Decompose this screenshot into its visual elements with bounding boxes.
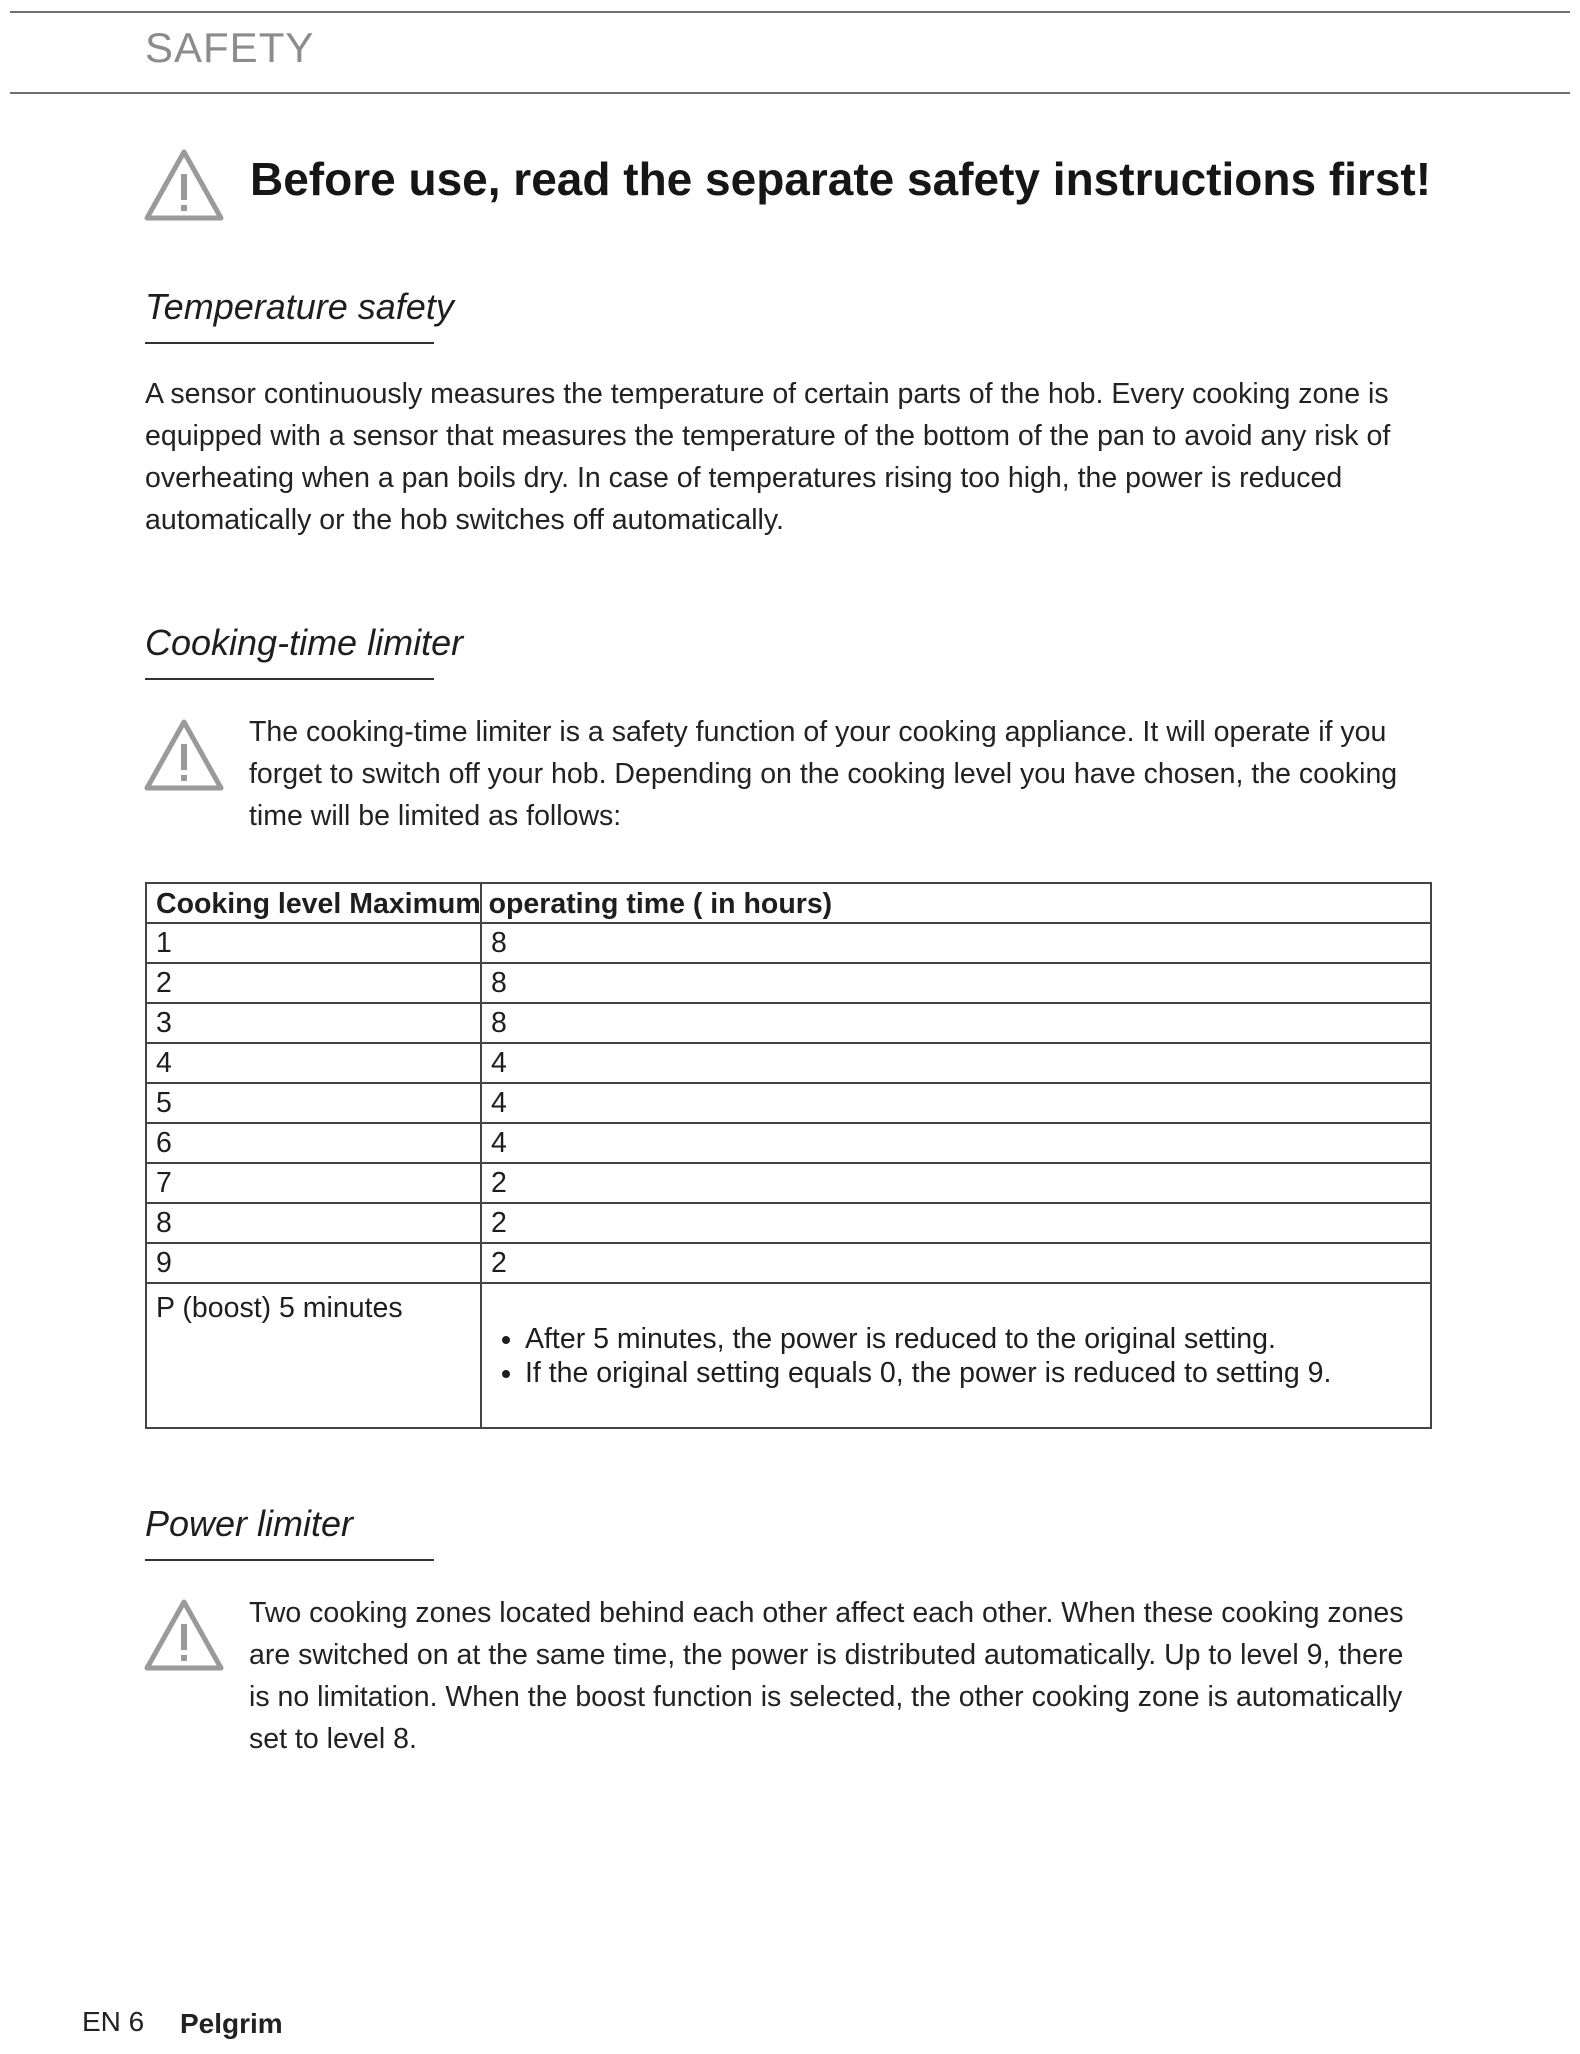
cooking-level-cell: 6: [146, 1123, 481, 1163]
temperature-safety-body: A sensor continuously measures the temperature of certain parts of the hob. Every cooking zone is equipped with a sensor that measures the temperature of the bottom of the pan to avoid any risk of overheating when a pan boils dry. In case of temperatures rising too high, the power is reduced automatically or the hob switches off automatically.: [145, 378, 1391, 536]
operating-time-cell: 2: [481, 1243, 1431, 1283]
operating-time-cell: 4: [481, 1043, 1431, 1083]
operating-time-cell: 2: [481, 1163, 1431, 1203]
operating-time-cell: 2: [481, 1203, 1431, 1243]
main-heading: Before use, read the separate safety instructions first!: [250, 153, 1432, 205]
cooking-time-title-rule: [145, 678, 434, 680]
cooking-level-cell: 1: [146, 923, 481, 963]
cooking-level-cell: 7: [146, 1163, 481, 1203]
brand-logo: Pelgrim: [180, 2008, 283, 2039]
cooking-level-cell: 8: [146, 1203, 481, 1243]
temperature-title-rule: [145, 342, 434, 344]
table-row: [146, 963, 1431, 1003]
table-row: [146, 1003, 1431, 1043]
operating-time-cell: 8: [481, 963, 1431, 1003]
cooking-level-cell: 2: [146, 963, 481, 1003]
boost-level-cell: P (boost) 5 minutes: [146, 1283, 481, 1428]
cooking-time-table: [145, 882, 1432, 1429]
table-row: [146, 1163, 1431, 1203]
table-header-cell: [146, 883, 833, 923]
table-row: [146, 923, 1431, 963]
boost-notes-list: [491, 1322, 1421, 1390]
header-rule: [10, 92, 1570, 94]
table-header: Cooking level Maximum operating time ( in hours): [156, 888, 833, 920]
operating-time-cell: 8: [481, 923, 1431, 963]
cooking-level-cell: 3: [146, 1003, 481, 1043]
power-limiter-body: Two cooking zones located behind each other affect each other. When these cooking zones are switched on at the same time, the power is distributed automatically. Up to level 9, there is no limitation. When the boost function is selected, the other cooking zone is automatically set to level 8.: [249, 1597, 1404, 1755]
operating-time-cell: 4: [481, 1123, 1431, 1163]
page-number: EN 6: [82, 2006, 145, 2037]
table-header-row: [146, 883, 1431, 923]
table-row: [146, 1243, 1431, 1283]
operating-time-cell: 8: [481, 1003, 1431, 1043]
table-header-cell: [481, 883, 1431, 923]
operating-time-cell: 4: [481, 1083, 1431, 1123]
cooking-level-cell: 4: [146, 1043, 481, 1083]
top-rule: [10, 11, 1570, 13]
power-limiter-title-rule: [145, 1559, 434, 1561]
temperature-safety-title: Temperature safety: [145, 286, 454, 327]
table-row: [146, 1043, 1431, 1083]
cooking-time-title: Cooking-time limiter: [145, 622, 464, 663]
boost-note: • If the original setting equals 0, the power is reduced to setting 9.: [525, 1356, 1421, 1390]
warning-triangle-icon: [143, 1598, 225, 1672]
warning-triangle-icon: [143, 148, 225, 222]
table-row: [146, 1123, 1431, 1163]
table-row: [146, 1203, 1431, 1243]
cooking-level-cell: 5: [146, 1083, 481, 1123]
boost-note: • After 5 minutes, the power is reduced to the original setting.: [525, 1322, 1421, 1356]
boost-notes-cell: [481, 1283, 1431, 1428]
table-row: [146, 1083, 1431, 1123]
table-row-boost: [146, 1283, 1431, 1428]
warning-triangle-icon: [143, 718, 225, 792]
cooking-level-cell: 9: [146, 1243, 481, 1283]
cooking-time-body: The cooking-time limiter is a safety function of your cooking appliance. It will operate if you forget to switch off your hob. Depending on the cooking level you have chosen, the cooking time will be limited as follows:: [249, 716, 1398, 832]
power-limiter-title: Power limiter: [145, 1503, 354, 1544]
section-header: SAFETY: [145, 24, 315, 71]
